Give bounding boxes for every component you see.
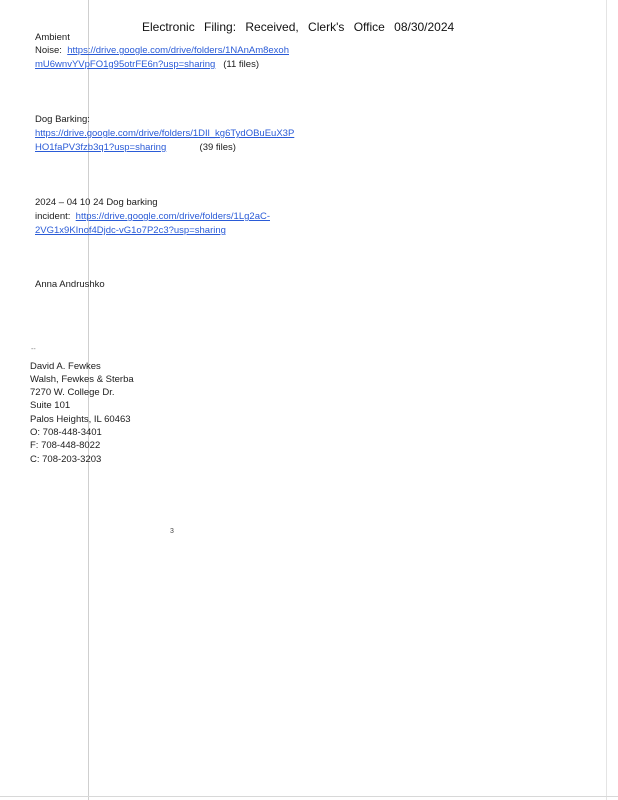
- attorney-street: 7270 W. College Dr.: [30, 387, 115, 398]
- attorney-fax: F: 708-448-8022: [30, 440, 101, 451]
- ambient-title: Ambient: [35, 32, 70, 43]
- signature-separator: --: [31, 346, 36, 353]
- dog-link-part2[interactable]: HO1faPV3fzb3q1?usp=sharing: [35, 142, 167, 153]
- incident-link-part1[interactable]: https://drive.google.com/drive/folders/1Lg2aC-: [75, 211, 270, 222]
- dog-line2: [35, 141, 236, 154]
- page-number: 3: [170, 528, 174, 535]
- ambient-line: [35, 44, 289, 57]
- scan-bottom-edge: [0, 796, 618, 797]
- ambient-file-count: (11 files): [223, 59, 259, 70]
- incident-line1: [35, 210, 270, 223]
- dog-file-count: (39 files): [199, 142, 236, 153]
- dog-link-part1[interactable]: https://drive.google.com/drive/folders/1DIl_kg6TydOBuEuX3P: [35, 128, 295, 139]
- dog-line1: [35, 127, 294, 140]
- incident-title: 2024 – 04 10 24 Dog barking: [35, 197, 158, 208]
- incident-line2: [35, 224, 226, 237]
- ambient-label: Noise:: [35, 45, 62, 56]
- incident-label: incident:: [35, 211, 71, 222]
- attorney-name: David A. Fewkes: [30, 361, 101, 372]
- incident-link-part2[interactable]: 2VG1x9KInof4Djdc-vG1o7P2c3?usp=sharing: [35, 225, 226, 236]
- scan-line-right: [606, 0, 607, 800]
- attorney-city: Palos Heights, IL 60463: [30, 414, 131, 425]
- attorney-office-phone: O: 708-448-3401: [30, 427, 102, 438]
- dog-title: Dog Barking:: [35, 114, 90, 125]
- attorney-cell: C: 708-203-3203: [30, 454, 102, 465]
- ambient-line2: [35, 58, 259, 71]
- signer-name: Anna Andrushko: [35, 279, 105, 290]
- filing-stamp: Electronic Filing: Received, Clerk's Office 08/30/2024: [142, 20, 455, 34]
- ambient-link-part1[interactable]: https://drive.google.com/drive/folders/1NAnAm8exoh: [67, 45, 289, 56]
- attorney-suite: Suite 101: [30, 400, 71, 411]
- attorney-firm: Walsh, Fewkes & Sterba: [30, 374, 134, 385]
- ambient-link-part2[interactable]: mU6wnvYVpFO1g95otrFE6n?usp=sharing: [35, 59, 216, 70]
